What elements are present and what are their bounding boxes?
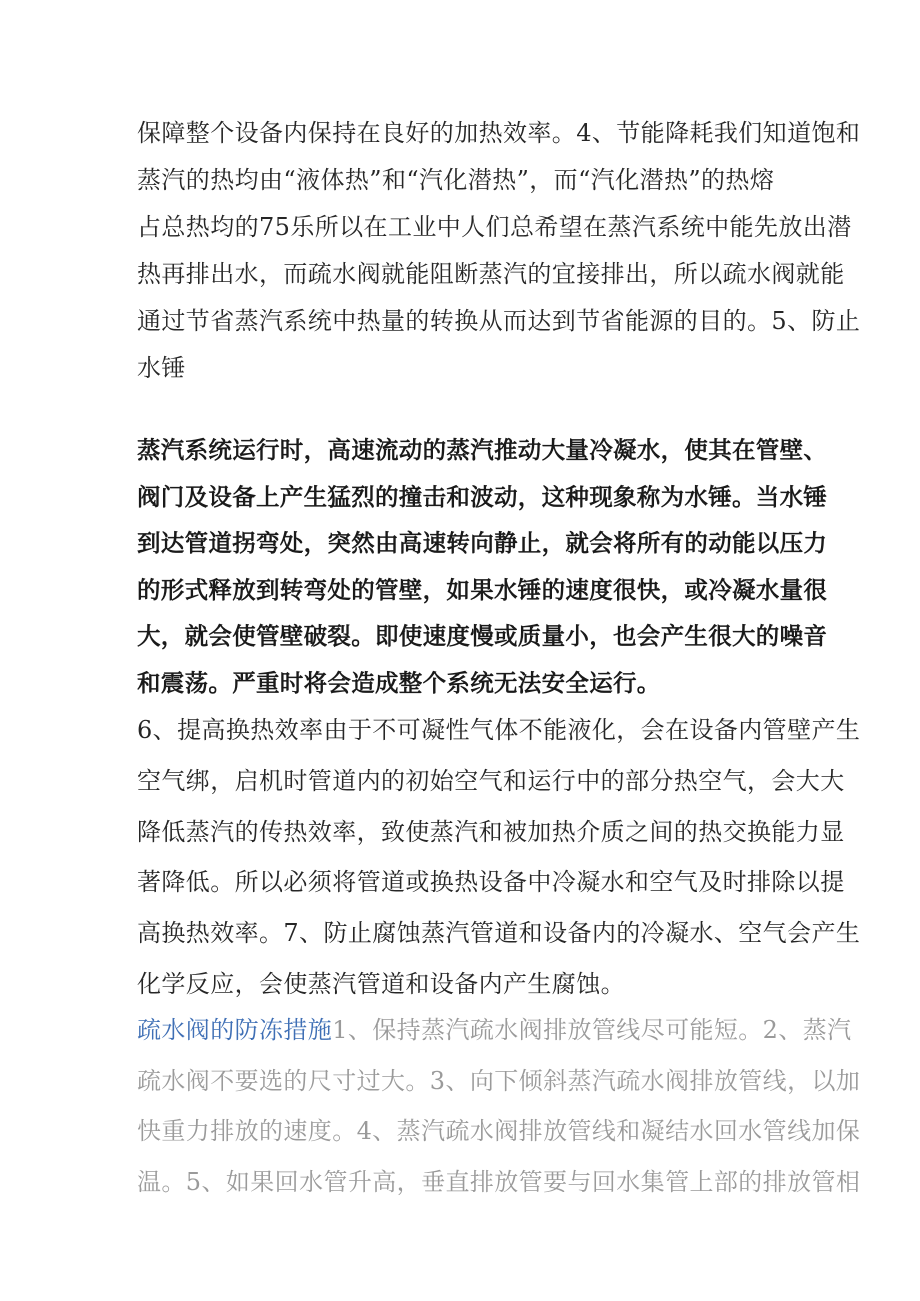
- text-line: 和震荡。严重时将会造成整个系统无法安全运行。: [137, 668, 661, 697]
- text-line: 通过节省蒸汽系统中热量的转换从而达到节省能源的目的。5、防止: [137, 307, 861, 335]
- text-line: 占总热均的75乐所以在工业中人们总希望在蒸汽系统中能先放出潜: [137, 213, 852, 241]
- paragraph-heat-efficiency: [137, 705, 861, 1010]
- text-line: 保障整个设备内保持在良好的加热效率。4、节能降耗我们知道饱和: [137, 119, 861, 147]
- text-line: 快重力排放的速度。4、蒸汽疏水阀排放管线和凝结水回水管线加保: [137, 1117, 861, 1146]
- text-line: 到达管道拐弯处，突然由高速转向静止，就会将所有的动能以压力: [137, 529, 828, 558]
- paragraph-antifreeze: [137, 1005, 861, 1208]
- text-line: 热再排出水，而疏水阀就能阻断蒸汽的宜接排出，所以疏水阀就能: [137, 260, 845, 288]
- text-line: 著降低。所以必须将管道或换热设备中冷凝水和空气及时排除以提: [137, 868, 845, 897]
- paragraph-energy-saving: [137, 110, 861, 392]
- text-line: 的形式释放到转弯处的管壁，如果水锤的速度很快，或冷凝水量很: [137, 575, 828, 604]
- text-line: 空气绑，启机时管道内的初始空气和运行中的部分热空气，会大大: [137, 766, 845, 795]
- paragraph-water-hammer: [137, 427, 828, 707]
- text-line: 高换热效率。7、防止腐蚀蒸汽管道和设备内的冷凝水、空气会产生: [137, 919, 861, 948]
- text-line: 化学反应，会使蒸汽管道和设备内产生腐蚀。: [137, 969, 625, 998]
- text-line: 阀门及设备上产生猛烈的撞击和波动，这种现象称为水锤。当水锤: [137, 482, 828, 511]
- section-heading: 疏水阀的防冻措施: [137, 1016, 333, 1044]
- text-line: 6、提高换热效率由于不可凝性气体不能液化，会在设备内管壁产生: [137, 716, 861, 744]
- text-line: 疏水阀不要选的尺寸过大。3、向下倾斜蒸汽疏水阀排放管线，以加: [137, 1066, 861, 1095]
- text-line: [137, 1005, 852, 1056]
- text-line: 蒸汽的热均由“液体热”和“汽化潜热”，而“汽化潜热”的热熔: [137, 166, 775, 194]
- text-line: 大，就会使管壁破裂。即使速度慢或质量小，也会产生很大的噪音: [137, 622, 828, 651]
- text-line: 蒸汽系统运行时，高速流动的蒸汽推动大量冷凝水，使其在管壁、: [137, 436, 828, 464]
- text-line: 温。5、如果回水管升高，垂直排放管要与回水集管上部的排放管相: [137, 1168, 861, 1197]
- text-segment: 1、保持蒸汽疏水阀排放管线尽可能短。2、蒸汽: [332, 1016, 852, 1044]
- text-line: 水锤: [137, 354, 186, 382]
- text-line: 降低蒸汽的传热效率，致使蒸汽和被加热介质之间的热交换能力显: [137, 817, 845, 846]
